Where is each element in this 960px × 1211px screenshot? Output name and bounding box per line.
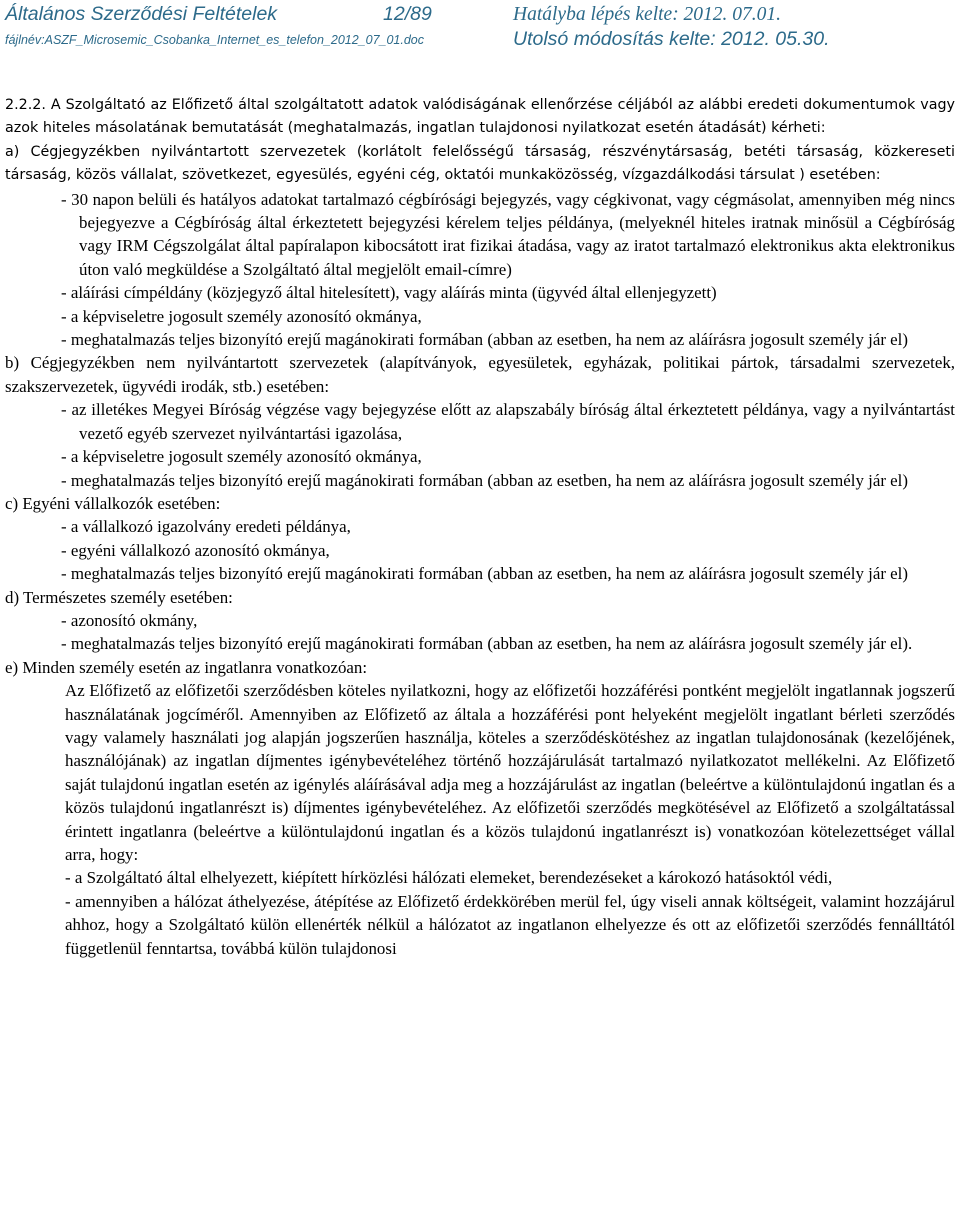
- section-d-heading: d) Természetes személy esetében:: [5, 587, 233, 607]
- list-item: - a vállalkozó igazolvány eredeti példánya,: [61, 517, 351, 537]
- list-item: - meghatalmazás teljes bizonyító erejű magánokirati formában (abban az esetben, ha nem az aláírásra jogosult személy jár el).: [61, 634, 913, 654]
- effective-date: Hatályba lépés kelte: 2012. 07.01.: [513, 4, 782, 25]
- page-number: 12/89: [383, 3, 432, 25]
- section-b-heading: b) Cégjegyzékben nem nyilvántartott szervezetek (alapítványok, egyesületek, egyházak, politikai pártok, társadalmi szervezetek, szakszervezetek, ügyvédi irodák, stb.) esetében:: [5, 353, 955, 396]
- list-item: - meghatalmazás teljes bizonyító erejű magánokirati formában (abban az esetben, ha nem az aláírásra jogosult személy jár el): [61, 564, 908, 584]
- section-e-heading: e) Minden személy esetén az ingatlanra vonatkozóan:: [5, 657, 368, 677]
- list-item: - a képviseletre jogosult személy azonosító okmánya,: [61, 447, 422, 467]
- list-item: - az illetékes Megyei Bíróság végzése vagy bejegyzése előtt az alapszabály bíróság által érkeztetett példánya, vagy a nyilvántartást vezető egyéb szervezet nyilvántartási igazolása,: [61, 400, 955, 443]
- list-item: - 30 napon belüli és hatályos adatokat tartalmazó cégbírósági bejegyzés, vagy cégkivonat, vagy cégmásolat, amennyiben még nincs bejegyezve a Cégbíróság által érkeztetett bejegyzési kérelem teljes példánya, (melyeknél hiteles iratnak minősül a Cégbíróság vagy IRM Cégszolgálat által papíralapon kibocsátott irat fizikai átadása, vagy az iratot tartalmazó elektronikus akta elektronikus úton való megküldése a Szolgáltató által megjelölt email-címre): [61, 189, 955, 279]
- list-item: - meghatalmazás teljes bizonyító erejű magánokirati formában (abban az esetben, ha nem az aláírásra jogosult személy jár el): [61, 470, 908, 490]
- list-item: - aláírási címpéldány (közjegyző által hitelesített), vagy aláírás minta (ügyvéd által ellenjegyzett): [61, 283, 717, 303]
- document-title: Általános Szerződési Feltételek: [5, 3, 278, 25]
- page-header-left: [5, 2, 432, 49]
- file-name: fájlnév:ASZF_Microsemic_Csobanka_Internet_es_telefon_2012_07_01.doc: [5, 33, 425, 47]
- list-item: - a Szolgáltató által elhelyezett, kiépített hírközlési hálózati elemeket, berendezéseket a károkozó hatásoktól védi,: [65, 868, 833, 888]
- modified-date: Utolsó módosítás kelte: 2012. 05.30.: [513, 28, 830, 50]
- section-c-heading: c) Egyéni vállalkozók esetében:: [5, 493, 221, 513]
- list-item: - azonosító okmány,: [61, 610, 198, 630]
- page-header-right: [513, 2, 830, 52]
- list-item: - meghatalmazás teljes bizonyító erejű magánokirati formában (abban az esetben, ha nem az aláírásra jogosult személy jár el): [61, 330, 908, 350]
- list-item: - a képviseletre jogosult személy azonosító okmánya,: [61, 306, 422, 326]
- list-item: - egyéni vállalkozó azonosító okmánya,: [61, 540, 330, 560]
- document-body: [5, 94, 955, 960]
- section-intro: 2.2.2. A Szolgáltató az Előfizető által szolgáltatott adatok valódiságának ellenőrzése céljából az alábbi eredeti dokumentumok vagy azok hiteles másolatának bemutatását (meghatalmazás, ingatlan tulajdonosi nyilatkozat esetén átadását) kérheti:: [5, 97, 955, 137]
- header-title-row: [5, 2, 432, 27]
- list-item: - amennyiben a hálózat áthelyezése, átépítése az Előfizető érdekkörében merül fel, úgy viseli annak költségeit, valamint hozzájárul ahhoz, hogy a Szolgáltató külön ellenérték nélkül a hálózatot az ingatlanon elhelyezze és ott az előfizetői szerződés fennálltától függetlenül fenntartsa, továbbá külön tulajdonosi: [65, 891, 955, 958]
- section-a-heading: a) Cégjegyzékben nyilvántartott szervezetek (korlátolt felelősségű társaság, részvénytársaság, betéti társaság, közkereseti társaság, közös vállalat, szövetkezet, egyesülés, egyéni cég, oktatói munkaközösség, vízgazdálkodási társulat ) esetében:: [5, 143, 955, 184]
- section-e-paragraph: Az Előfizető az előfizetői szerződésben köteles nyilatkozni, hogy az előfizetői hozzáférési pontként megjelölt ingatlannak jogszerű használatának jogcíméről. Amennyiben az Előfizető az általa a hozzáférési pont helyeként megjelölt ingatlant bérleti szerződés vagy valamely használati jog alapján jogszerűen használja, köteles a szerződéskötéshez az ingatlan tulajdonosának (kezelőjének, használójának) az ingatlan díjmentes igénybevételéhez történő hozzájárulását tartalmazó nyilatkozatot mellékelni. Az Előfizető saját tulajdonú ingatlan esetén az igénylés aláírásával adja meg a hozzájárulást az ingatlan (beleértve a különtulajdonú ingatlan és a közös tulajdonú ingatlanrészt is) díjmentes igénybevételéhez. Az előfizetői szerződés megkötésével az Előfizető a szolgáltatással érintett ingatlanra (beleértve a különtulajdonú ingatlan és a közös tulajdonú ingatlanrészt is) vonatkozóan kötelezettséget vállal arra, hogy:: [65, 681, 955, 864]
